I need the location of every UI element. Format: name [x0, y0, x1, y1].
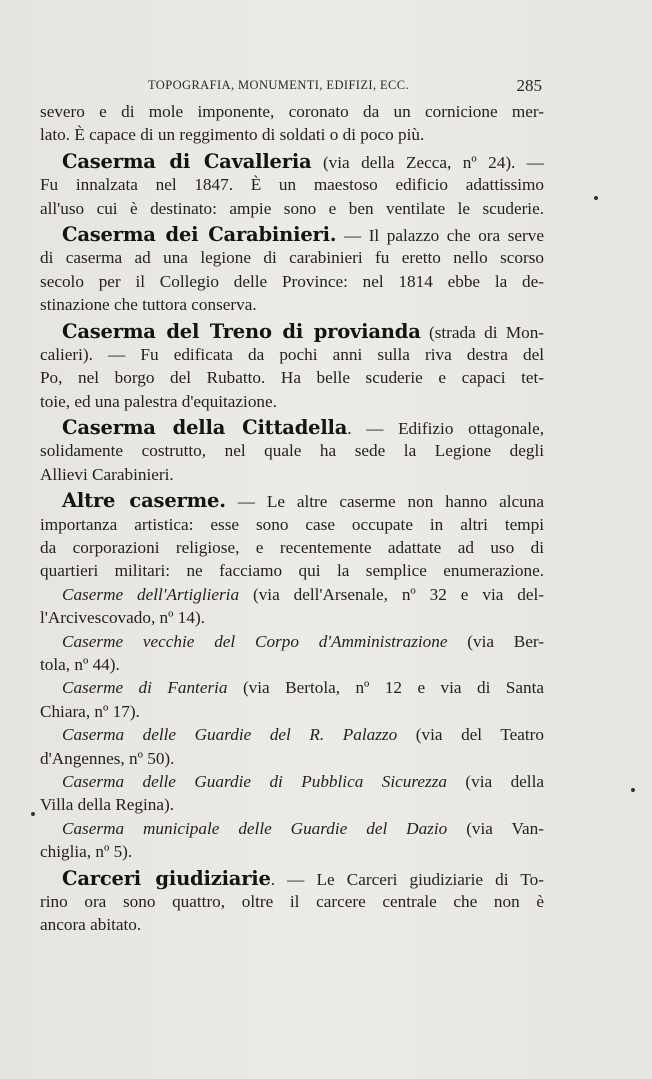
text-line: chiglia, nº 5). — [40, 842, 133, 862]
text-line: l'Arcivescovado, nº 14). — [40, 608, 205, 628]
text-line: rino ora sono quattro, oltre il carcere centrale che non è — [40, 891, 544, 911]
list-item: Caserma delle Guardie di Pubblica Sicurezza (via della — [62, 771, 544, 791]
text-line: severo e di mole imponente, coronato da un cornicione mer- — [40, 102, 544, 121]
entry-heading: Caserma dei Carabinieri. — [62, 222, 337, 246]
list-item: Caserme vecchie del Corpo d'Amministrazione (via Ber- — [62, 631, 544, 651]
list-item: Caserma municipale delle Guardie del Dazio (via Van- — [62, 818, 544, 838]
text-line: Fu innalzata nel 1847. È un maestoso edificio adattissimo — [40, 175, 544, 195]
text-line: quartieri militari: ne facciamo qui la semplice enumerazione. — [40, 561, 544, 581]
text-line: Chiara, nº 17). — [40, 701, 140, 721]
text-line: solidamente costrutto, nel quale ha sede la Legione degli — [40, 441, 544, 461]
body-text — [40, 100, 544, 937]
entry-heading: Caserma della Cittadella — [62, 416, 348, 440]
entry-carceri-giudiziarie: Carceri giudiziarie. — Le Carceri giudiziarie di To- — [62, 866, 544, 890]
text-line: all'uso cui è destinato: ampie sono e ben ventilate le scuderie. — [40, 198, 544, 218]
list-item: Caserme di Fanteria (via Bertola, nº 12 e via di Santa — [62, 678, 544, 698]
text-line: importanza artistica: esse sono case occupate in altri tempi — [40, 514, 544, 534]
text-line: d'Angennes, nº 50). — [40, 748, 175, 768]
list-item: Caserma delle Guardie del R. Palazzo (via del Teatro — [62, 725, 544, 745]
ink-dot — [594, 196, 598, 200]
text-line: di caserma ad una legione di carabinieri fu eretto nello scorso — [40, 248, 544, 268]
ink-dot — [31, 812, 35, 816]
entry-altre-caserme: Altre caserme. — Le altre caserme non hanno alcuna — [62, 489, 544, 513]
entry-caserma-treno: Caserma del Treno di provianda (strada di Mon- — [62, 319, 544, 343]
entry-caserma-cittadella: Caserma della Cittadella. — Edifizio ottagonale, — [62, 416, 544, 440]
text-line: calieri). — Fu edificata da pochi anni sulla riva destra del — [40, 344, 544, 364]
entry-caserma-cavalleria: Caserma di Cavalleria (via della Zecca, nº 24). — — [62, 149, 544, 173]
text-line: secolo per il Collegio delle Province: nel 1814 ebbe la de- — [40, 271, 544, 291]
text-line: toie, ed una palestra d'equitazione. — [40, 391, 277, 411]
text-line: Villa della Regina). — [40, 795, 175, 815]
entry-heading: Carceri giudiziarie — [62, 866, 271, 890]
entry-heading: Altre caserme. — [62, 489, 226, 513]
entry-heading: Caserma del Treno di provianda — [62, 319, 421, 343]
text-line: lato. È capace di un reggimento di soldati o di poco più. — [40, 125, 425, 145]
text-line: Po, nel borgo del Rubatto. Ha belle scuderie e capaci tet- — [40, 368, 544, 388]
text-line: ancora abitato. — [40, 915, 142, 935]
entry-caserma-carabinieri: Caserma dei Carabinieri. — Il palazzo che ora serve — [62, 222, 544, 246]
text-line: Allievi Carabinieri. — [40, 464, 174, 484]
ink-dot — [631, 788, 635, 792]
text-line: da corporazioni religiose, e recentemente adattate ad uso di — [40, 538, 544, 558]
entry-heading: Caserma di Cavalleria — [62, 149, 312, 173]
page-header — [40, 76, 542, 98]
text-line: stinazione che tuttora conserva. — [40, 295, 257, 315]
list-item: Caserme dell'Artiglieria (via dell'Arsenale, nº 32 e via del- — [62, 584, 544, 604]
page-number: 285 — [516, 76, 542, 95]
text-line: tola, nº 44). — [40, 654, 120, 674]
running-title: TOPOGRAFIA, MONUMENTI, EDIFIZI, ECC. — [148, 78, 410, 92]
